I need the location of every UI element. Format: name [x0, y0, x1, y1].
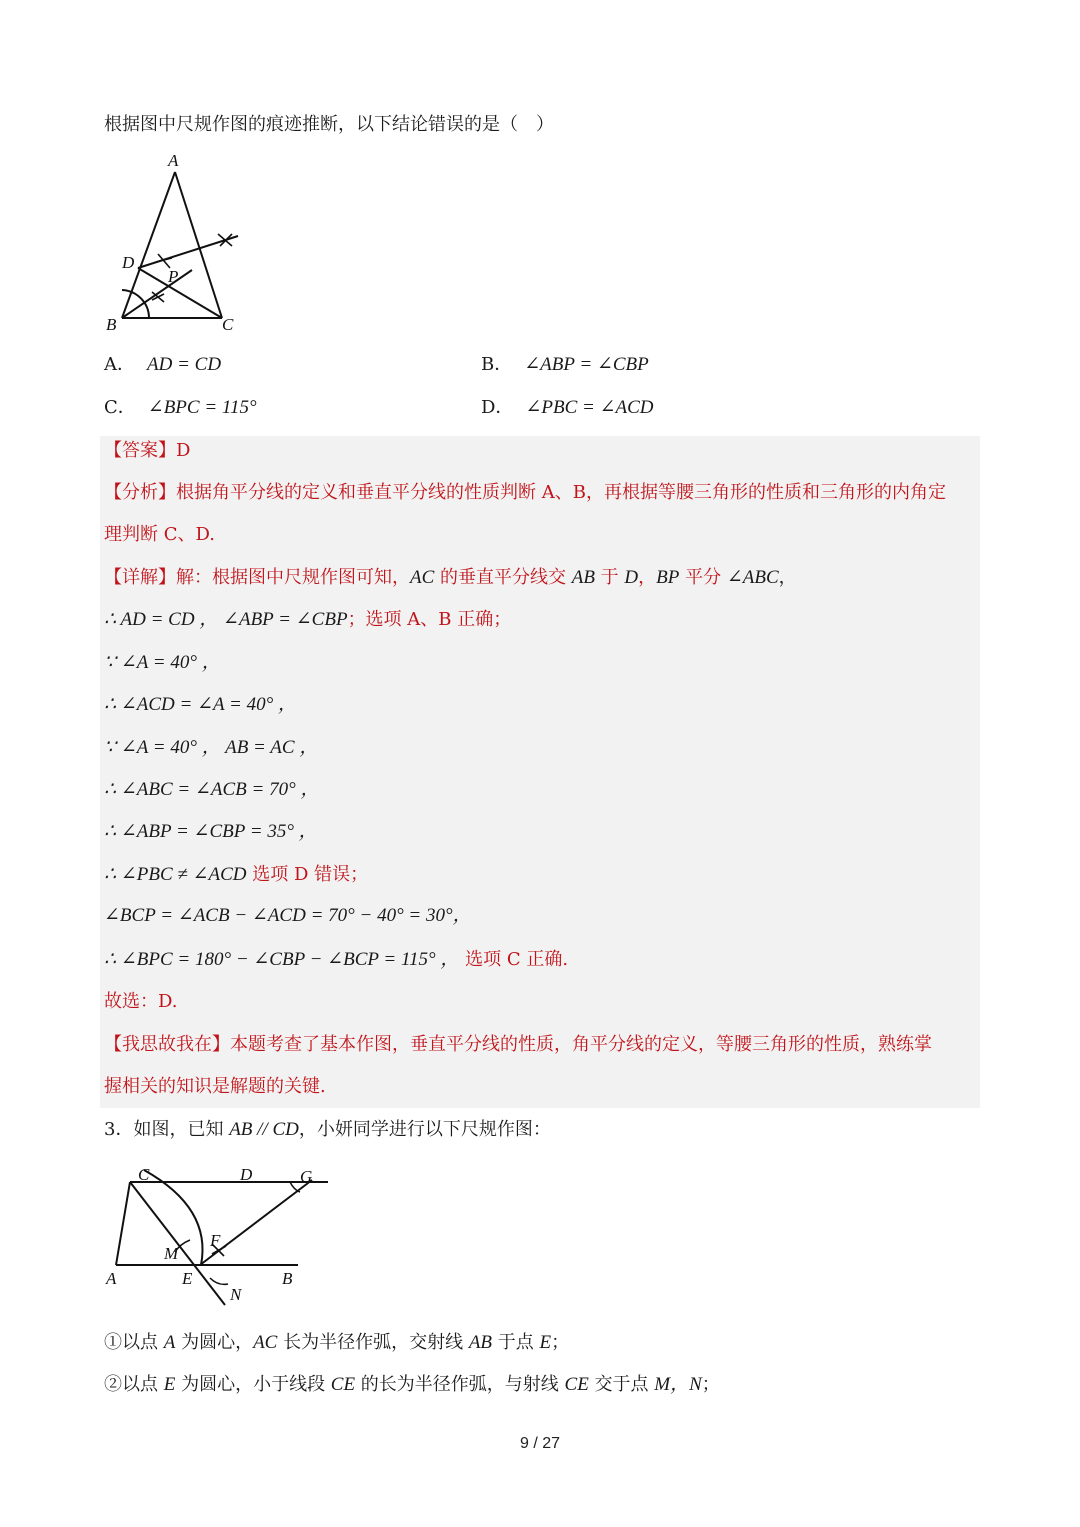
- detail-intro-text-3: 于: [594, 567, 625, 588]
- segment-eg: [200, 1180, 312, 1265]
- analysis-tag: 【分析】: [104, 482, 176, 503]
- question-stem: 根据图中尺规作图的痕迹推断，以下结论错误的是（ ）: [104, 114, 554, 135]
- reflection-line-2: 握相关的知识是解题的关键.: [104, 1076, 326, 1097]
- option-d-letter: D．: [481, 397, 514, 418]
- page-number: 9 / 27: [519, 1435, 561, 1452]
- step-3-math: ∴ ∠ACD = ∠A = 40° ，: [104, 694, 297, 715]
- step-7-text: 选项 D 错误；: [246, 864, 369, 885]
- step-2-mark: ②: [104, 1374, 122, 1395]
- construction-step-2: [104, 1372, 720, 1398]
- step-1-mark: ①: [104, 1332, 122, 1353]
- option-d-expr: ∠PBC = ∠ACD: [525, 397, 654, 418]
- label-a: A: [168, 151, 179, 170]
- segment-ab: [122, 172, 175, 318]
- perpendicular-bisector: [138, 236, 238, 268]
- option-b-expr: ∠ABP = ∠CBP: [524, 354, 649, 375]
- step-9-text: 选项 C 正确.: [459, 949, 569, 970]
- detail-intro-text-6: ，: [778, 567, 797, 588]
- step-6-math: ∴ ∠ABP = ∠CBP = 35° ，: [104, 821, 318, 842]
- option-a-expr: AD = CD: [147, 354, 222, 375]
- triangle-figure: [100, 150, 250, 340]
- detail-step-9: [104, 947, 568, 973]
- label-m: M: [164, 1244, 179, 1263]
- option-a-letter: A．: [104, 354, 135, 375]
- option-c: [104, 395, 257, 421]
- answer-value: D: [176, 440, 191, 461]
- arc-n: [210, 1278, 228, 1284]
- label-a: A: [106, 1269, 117, 1288]
- question-3-text-2: ，小妍同学进行以下尺规作图：: [298, 1119, 551, 1140]
- question-3-stem: [104, 1117, 551, 1143]
- option-c-letter: C．: [104, 397, 136, 418]
- option-a: [104, 352, 221, 378]
- label-p: P: [168, 267, 179, 286]
- step-2-t2: 为圆心，小于线段: [175, 1374, 331, 1395]
- question-3-text-1: 如图，已知: [133, 1119, 230, 1140]
- step-1-math: ∴ AD = CD ， ∠ABP = ∠CBP: [104, 609, 348, 630]
- step-2-m4: M，N: [654, 1374, 702, 1395]
- step-2-t3: 的长为半径作弧，与射线: [355, 1374, 565, 1395]
- detail-intro-text-5: 平分: [679, 567, 727, 588]
- option-d: [481, 395, 653, 421]
- segment-ac: [175, 172, 222, 318]
- step-2-m3: CE: [564, 1374, 589, 1395]
- construction-step-1: [104, 1330, 569, 1356]
- detail-step-1: [104, 607, 511, 633]
- step-2-t1: 以点: [122, 1374, 164, 1395]
- step-2-t4: 交于点: [588, 1374, 655, 1395]
- label-n: N: [230, 1285, 242, 1304]
- step-1-m4: E: [539, 1332, 552, 1353]
- step-2-math: ∵ ∠A = 40° ，: [104, 652, 221, 673]
- detail-step-4: [104, 735, 318, 761]
- step-1-m1: A: [163, 1332, 176, 1353]
- label-d: D: [122, 253, 135, 272]
- label-b: B: [106, 315, 117, 334]
- label-c: C: [138, 1165, 150, 1184]
- detail-tag: 【详解】: [104, 567, 176, 588]
- question-3-math: AB // CD: [229, 1119, 299, 1140]
- detail-intro-math-1: AC: [410, 567, 435, 588]
- detail-intro: [104, 565, 797, 591]
- conclusion: 故选：D.: [104, 991, 178, 1012]
- step-1-m3: AB: [468, 1332, 493, 1353]
- step-9-math: ∴ ∠BPC = 180° − ∠CBP − ∠BCP = 115° ，: [104, 949, 460, 970]
- detail-step-2: [104, 650, 221, 676]
- reflection-text-1: 本题考查了基本作图，垂直平分线的性质，角平分线的定义，等腰三角形的性质，熟练掌: [230, 1034, 932, 1055]
- reflection-line-1: [104, 1032, 932, 1058]
- step-1-t3: 长为半径作弧，交射线: [277, 1332, 469, 1353]
- detail-intro-text-1: 解：根据图中尺规作图可知，: [176, 567, 410, 588]
- step-1-text: ；选项 A、B 正确；: [347, 609, 512, 630]
- detail-step-3: [104, 692, 297, 718]
- step-2-m1: E: [163, 1374, 176, 1395]
- step-1-t5: ；: [551, 1332, 570, 1353]
- detail-intro-math-4: BP: [656, 567, 680, 588]
- label-f: F: [210, 1231, 221, 1250]
- step-5-math: ∴ ∠ABC = ∠ACB = 70° ，: [104, 779, 320, 800]
- step-2-m2: CE: [330, 1374, 356, 1395]
- label-d: D: [240, 1165, 253, 1184]
- label-c: C: [222, 315, 234, 334]
- answer-tag: 【答案】: [104, 440, 176, 461]
- step-2-t5: ；: [701, 1374, 720, 1395]
- option-c-expr: ∠BPC = 115°: [147, 397, 257, 418]
- label-g: G: [300, 1167, 313, 1186]
- detail-step-5: [104, 777, 319, 803]
- analysis-line-2: 理判断 C、D.: [104, 524, 216, 545]
- answer-line: [104, 438, 190, 464]
- step-1-m2: AC: [253, 1332, 278, 1353]
- analysis-text-1: 根据角平分线的定义和垂直平分线的性质判断 A、B，再根据等腰三角形的性质和三角形的内角定: [176, 482, 946, 503]
- step-1-t2: 为圆心，: [175, 1332, 254, 1353]
- step-7-math: ∴ ∠PBC ≠ ∠ACD: [104, 864, 247, 885]
- step-8-math: ∠BCP = ∠ACB − ∠ACD = 70° − 40° = 30°，: [104, 905, 472, 926]
- detail-step-7: [104, 862, 368, 888]
- label-e: E: [182, 1269, 193, 1288]
- detail-step-6: [104, 819, 318, 845]
- option-b-letter: B．: [481, 354, 513, 375]
- step-1-t1: 以点: [122, 1332, 164, 1353]
- detail-intro-text-2: 的垂直平分线交: [434, 567, 572, 588]
- step-1-t4: 于点: [492, 1332, 540, 1353]
- segment-dc: [138, 268, 222, 318]
- question-3-number: 3．: [104, 1119, 134, 1140]
- parallel-lines-figure: [100, 1160, 340, 1310]
- analysis-line-1: [104, 480, 946, 506]
- detail-intro-text-4: ，: [638, 567, 657, 588]
- detail-step-8: [104, 903, 472, 929]
- solution-box: [100, 436, 980, 1108]
- option-b: [481, 352, 649, 378]
- step-4-math: ∵ ∠A = 40° ， AB = AC ，: [104, 737, 319, 758]
- label-b: B: [282, 1269, 293, 1288]
- detail-intro-math-3: D: [624, 567, 639, 588]
- reflection-tag: 【我思故我在】: [104, 1034, 230, 1055]
- detail-intro-math-5: ∠ABC: [726, 567, 779, 588]
- segment-ac: [116, 1182, 130, 1265]
- detail-intro-math-2: AB: [571, 567, 595, 588]
